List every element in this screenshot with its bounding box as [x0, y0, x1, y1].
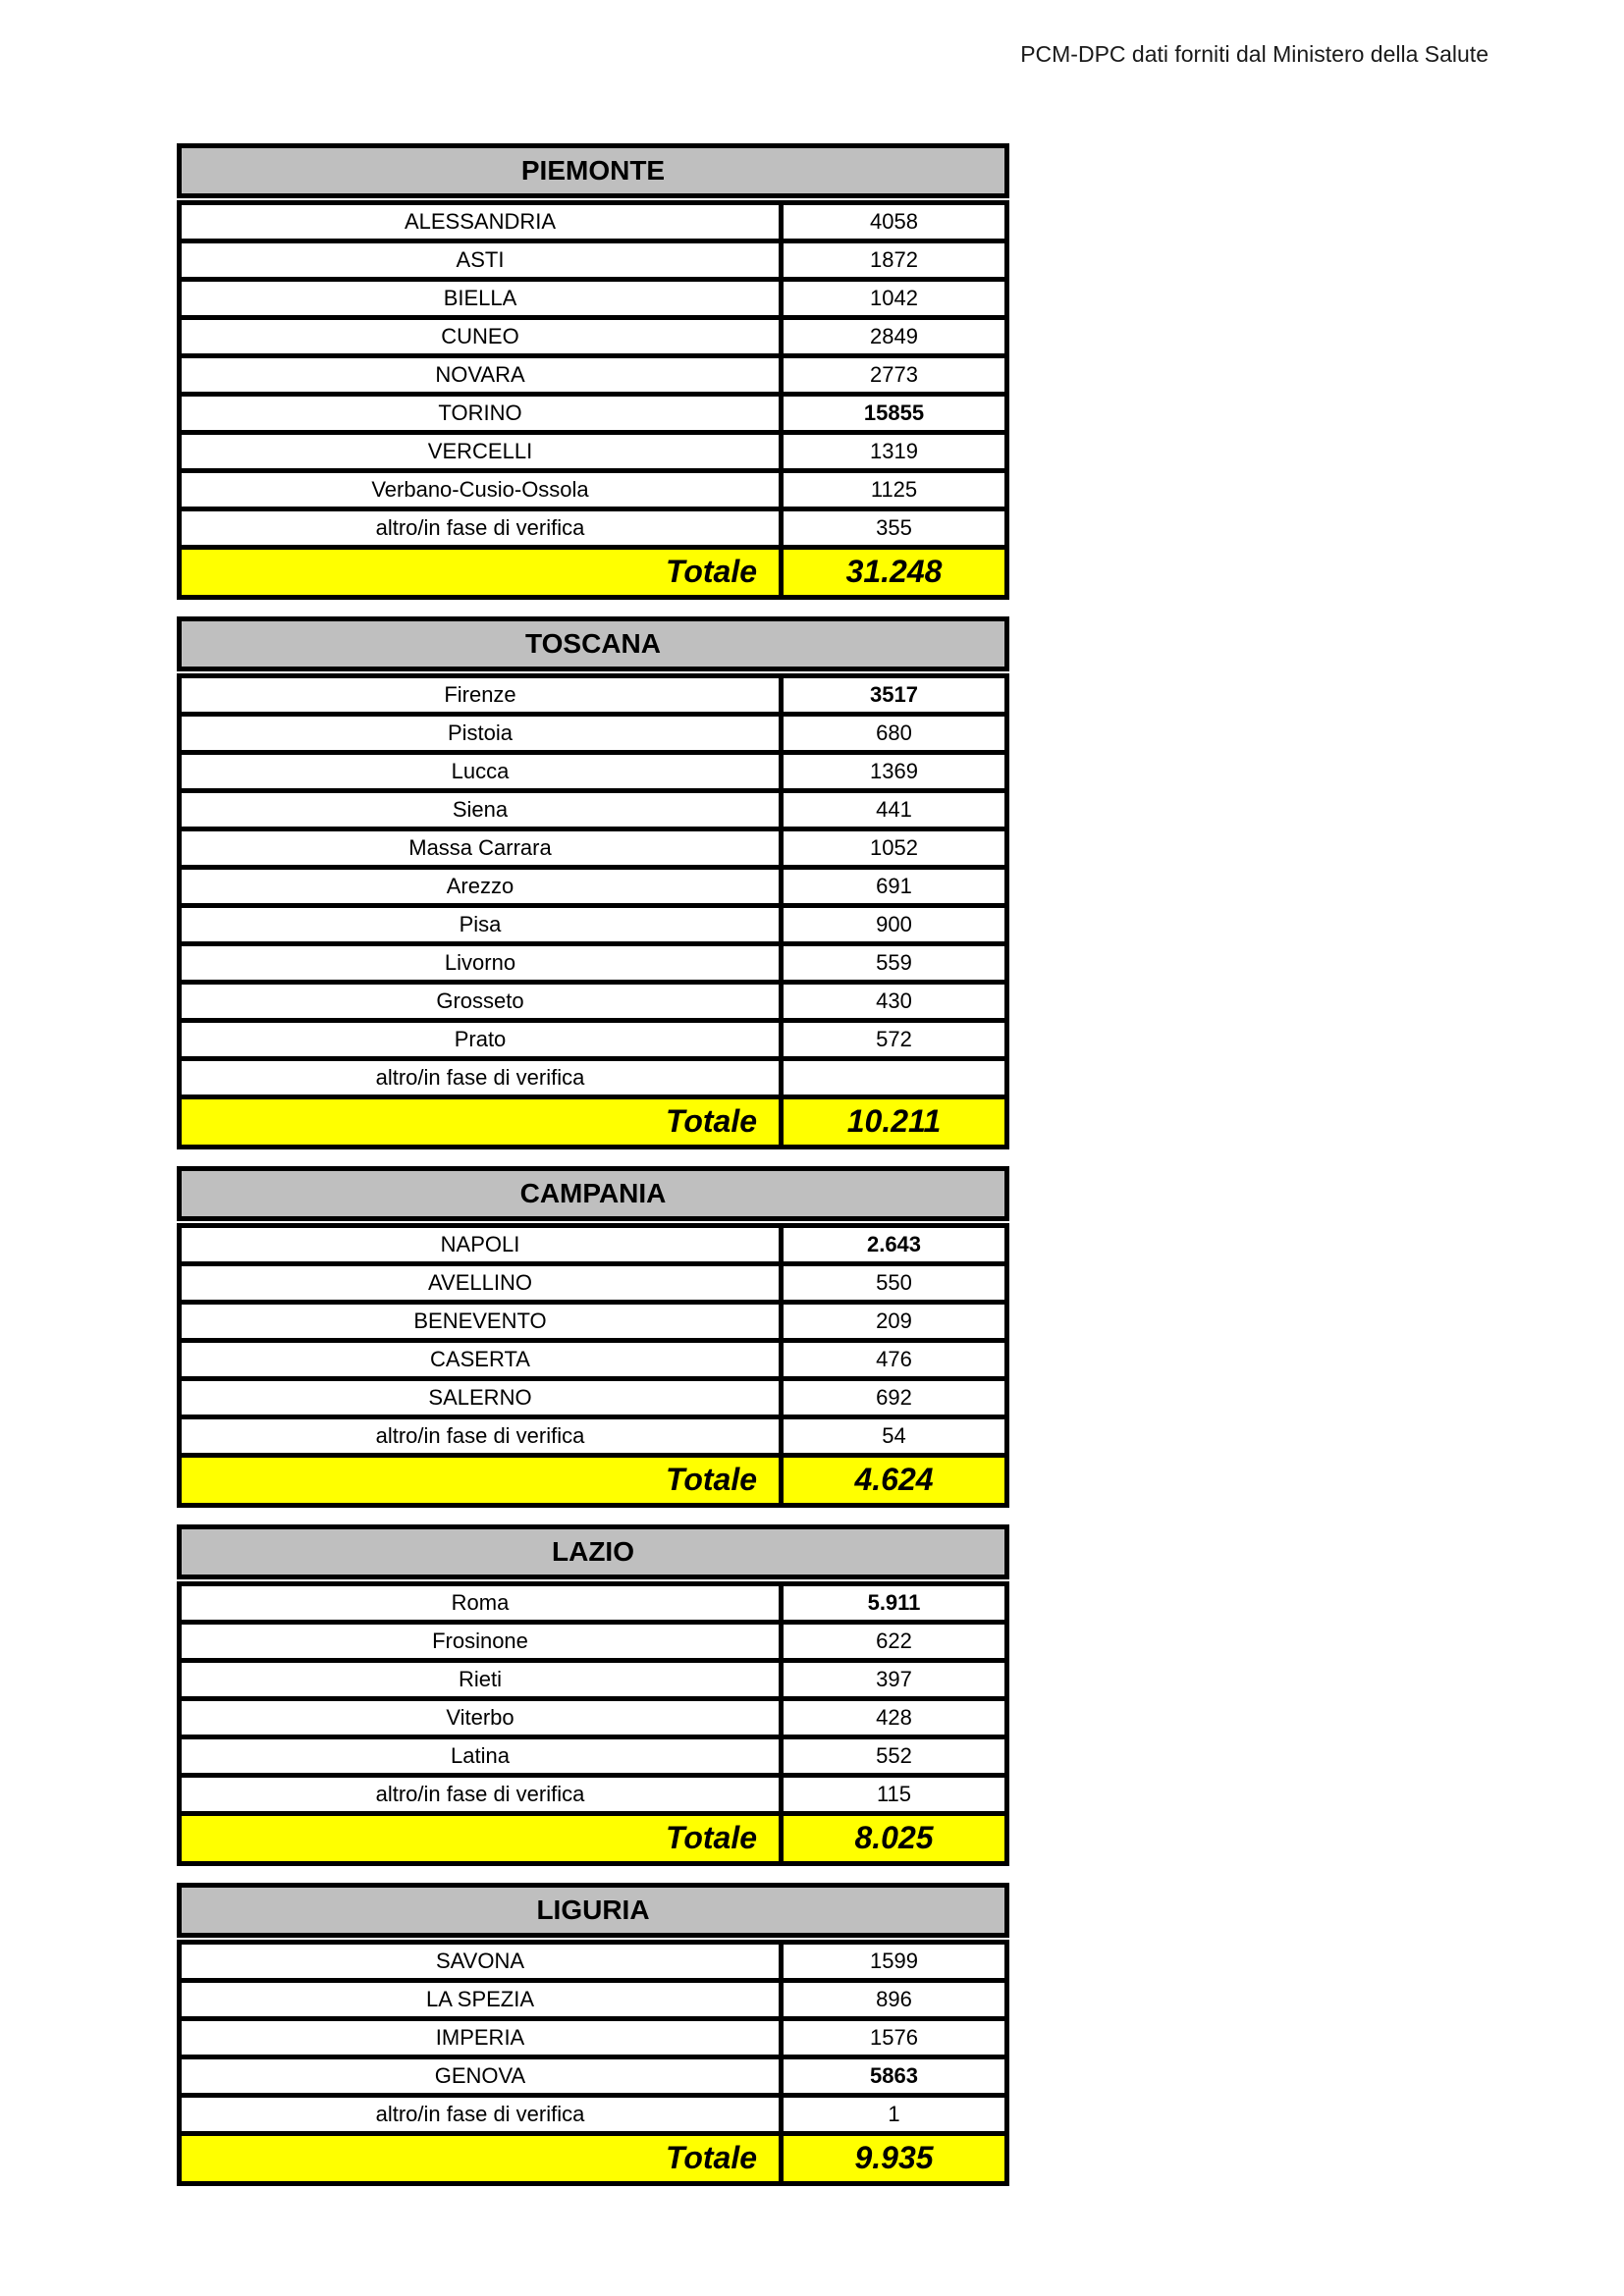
table-row [177, 1381, 1009, 1419]
total-label: Totale [182, 1816, 784, 1861]
province-value: 355 [876, 514, 912, 540]
table-row [177, 2021, 1009, 2059]
province-name: altro/in fase di verifica [182, 1778, 784, 1811]
region-tables-container [177, 143, 1009, 2203]
province-value: 115 [876, 1781, 912, 1806]
region-table [177, 1524, 1009, 1866]
province-name: ALESSANDRIA [182, 205, 784, 239]
province-value: 54 [882, 1422, 906, 1448]
province-name: Firenze [182, 678, 784, 712]
province-value: 1052 [870, 834, 918, 860]
table-row [177, 1663, 1009, 1701]
province-name: BIELLA [182, 282, 784, 315]
table-row [177, 985, 1009, 1023]
province-name: TORINO [182, 397, 784, 430]
province-value: 1125 [870, 476, 918, 502]
province-value: 397 [876, 1666, 912, 1691]
province-value: 5863 [870, 2062, 918, 2088]
province-name: LA SPEZIA [182, 1983, 784, 2016]
region-title: PIEMONTE [177, 143, 1009, 198]
province-value: 1 [888, 2101, 900, 2126]
table-row [177, 1266, 1009, 1305]
table-row [177, 435, 1009, 473]
province-name: Roma [182, 1586, 784, 1620]
total-row [177, 1099, 1009, 1149]
province-value: 15855 [863, 400, 925, 425]
province-name: altro/in fase di verifica [182, 1419, 784, 1453]
region-title: CAMPANIA [177, 1166, 1009, 1221]
province-name: BENEVENTO [182, 1305, 784, 1338]
province-name: SALERNO [182, 1381, 784, 1415]
region-title: TOSCANA [177, 616, 1009, 671]
province-value: 1042 [870, 285, 918, 310]
province-value: 5.911 [867, 1589, 921, 1615]
table-row [177, 870, 1009, 908]
province-name: Arezzo [182, 870, 784, 903]
province-name: CUNEO [182, 320, 784, 353]
table-row [177, 1061, 1009, 1099]
province-name: altro/in fase di verifica [182, 2098, 784, 2131]
province-name: altro/in fase di verifica [182, 1061, 784, 1095]
region-title: LAZIO [177, 1524, 1009, 1579]
province-value: 1576 [870, 2024, 918, 2050]
table-row [177, 793, 1009, 831]
table-row [177, 1625, 1009, 1663]
province-name: altro/in fase di verifica [182, 511, 784, 545]
province-name: Verbano-Cusio-Ossola [182, 473, 784, 507]
province-name: GENOVA [182, 2059, 784, 2093]
table-row [177, 831, 1009, 870]
table-row [177, 511, 1009, 550]
province-value: 4058 [870, 208, 918, 234]
province-value: 550 [876, 1269, 912, 1295]
province-value: 476 [876, 1346, 912, 1371]
province-name: Pistoia [182, 717, 784, 750]
province-value: 441 [876, 796, 912, 822]
table-row [177, 1419, 1009, 1458]
province-value: 1319 [870, 438, 918, 463]
total-row [177, 1816, 1009, 1866]
table-row [177, 1778, 1009, 1816]
province-name: ASTI [182, 243, 784, 277]
table-row [177, 1305, 1009, 1343]
province-name: Frosinone [182, 1625, 784, 1658]
province-value: 1872 [870, 246, 918, 272]
table-row [177, 243, 1009, 282]
province-value: 2849 [870, 323, 918, 348]
table-row [177, 1223, 1009, 1266]
province-value: 2773 [870, 361, 918, 387]
table-row [177, 1581, 1009, 1625]
province-value: 552 [876, 1742, 912, 1768]
table-row [177, 473, 1009, 511]
region-table [177, 616, 1009, 1149]
province-value: 3517 [870, 681, 918, 707]
total-value: 4.624 [784, 1458, 1004, 1503]
table-row [177, 673, 1009, 717]
table-row [177, 1983, 1009, 2021]
province-name: NAPOLI [182, 1228, 784, 1261]
province-name: SAVONA [182, 1945, 784, 1978]
province-name: CASERTA [182, 1343, 784, 1376]
region-title: LIGURIA [177, 1883, 1009, 1938]
region-table [177, 1166, 1009, 1508]
province-value: 622 [876, 1628, 912, 1653]
table-row [177, 200, 1009, 243]
total-label: Totale [182, 1458, 784, 1503]
province-name: Siena [182, 793, 784, 827]
table-row [177, 2098, 1009, 2136]
region-table [177, 143, 1009, 600]
province-name: NOVARA [182, 358, 784, 392]
total-row [177, 2136, 1009, 2186]
province-name: Prato [182, 1023, 784, 1056]
table-row [177, 755, 1009, 793]
table-row [177, 1701, 1009, 1739]
table-row [177, 2059, 1009, 2098]
province-value: 572 [876, 1026, 912, 1051]
total-label: Totale [182, 550, 784, 595]
province-name: Rieti [182, 1663, 784, 1696]
province-value [784, 1061, 1004, 1095]
table-row [177, 946, 1009, 985]
table-row [177, 908, 1009, 946]
total-label: Totale [182, 2136, 784, 2181]
total-value: 31.248 [784, 550, 1004, 595]
province-name: AVELLINO [182, 1266, 784, 1300]
total-value: 9.935 [784, 2136, 1004, 2181]
province-value: 1599 [870, 1948, 918, 1973]
province-value: 2.643 [866, 1231, 922, 1256]
province-value: 692 [876, 1384, 912, 1410]
province-name: IMPERIA [182, 2021, 784, 2055]
province-name: Grosseto [182, 985, 784, 1018]
province-value: 900 [876, 911, 912, 936]
total-value: 8.025 [784, 1816, 1004, 1861]
province-name: VERCELLI [182, 435, 784, 468]
table-row [177, 1023, 1009, 1061]
province-name: Massa Carrara [182, 831, 784, 865]
table-row [177, 358, 1009, 397]
table-row [177, 1739, 1009, 1778]
table-row [177, 282, 1009, 320]
page-header-note: PCM-DPC dati forniti dal Ministero della Salute [1020, 41, 1489, 67]
province-name: Pisa [182, 908, 784, 941]
province-value: 559 [876, 949, 912, 975]
table-row [177, 320, 1009, 358]
table-row [177, 717, 1009, 755]
province-value: 680 [876, 720, 912, 745]
province-value: 209 [876, 1308, 912, 1333]
province-name: Livorno [182, 946, 784, 980]
total-label: Totale [182, 1099, 784, 1145]
province-value: 430 [876, 988, 912, 1013]
table-row [177, 397, 1009, 435]
total-value: 10.211 [784, 1099, 1004, 1145]
table-row [177, 1940, 1009, 1983]
province-name: Viterbo [182, 1701, 784, 1735]
province-name: Lucca [182, 755, 784, 788]
province-value: 896 [876, 1986, 912, 2011]
table-row [177, 1343, 1009, 1381]
region-table [177, 1883, 1009, 2186]
province-value: 691 [876, 873, 912, 898]
province-name: Latina [182, 1739, 784, 1773]
province-value: 1369 [870, 758, 918, 783]
total-row [177, 1458, 1009, 1508]
province-value: 428 [876, 1704, 912, 1730]
total-row [177, 550, 1009, 600]
